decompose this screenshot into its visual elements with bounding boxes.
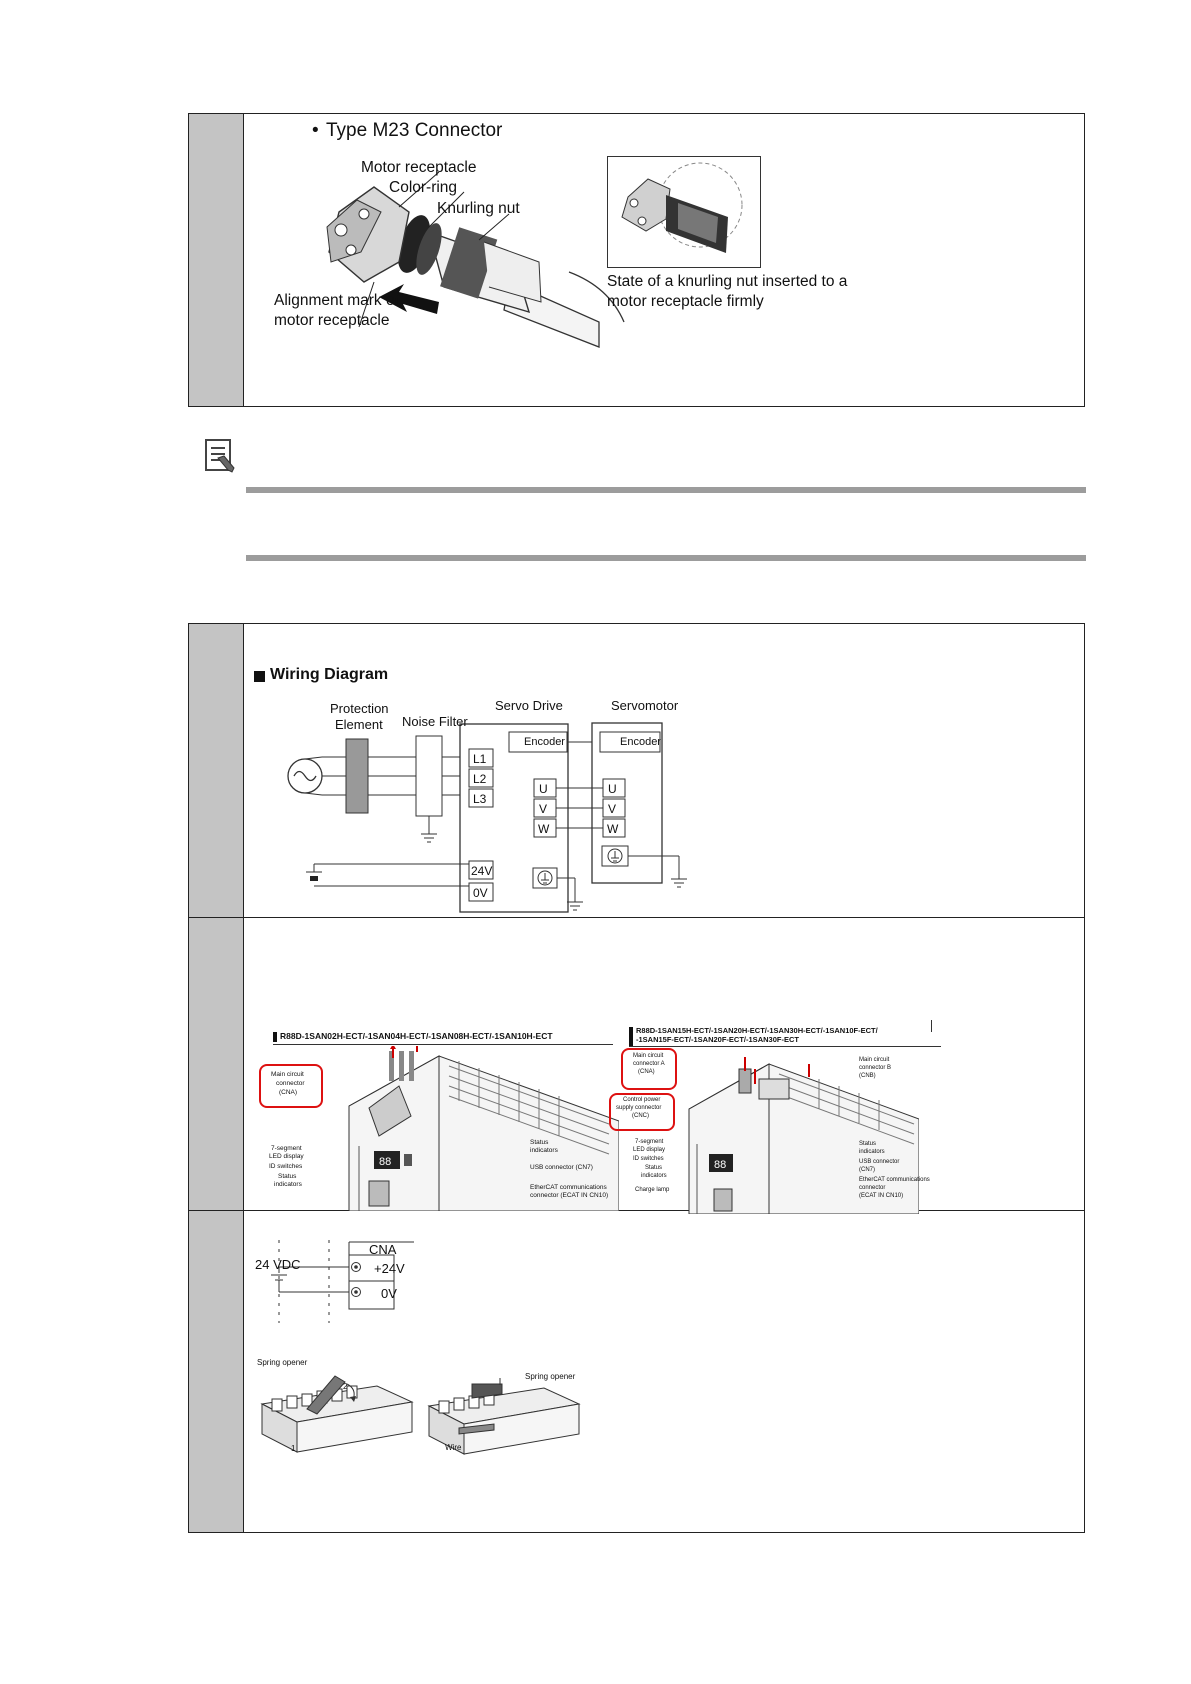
drive-terminal-w: W [538, 822, 550, 836]
inserted-caption-2: motor receptacle firmly [607, 293, 764, 310]
spring-opener-left [257, 1364, 417, 1454]
wire-label: Wire [445, 1443, 462, 1452]
right-status-1: Status [645, 1165, 663, 1171]
m23-connector-illustration [279, 152, 659, 402]
row-divider-1 [189, 917, 1084, 918]
right-mainB-2: connector B [859, 1065, 892, 1071]
note-rule-top [246, 487, 1086, 493]
left-main-1: Main circuit [271, 1071, 304, 1078]
terminal-l3: L3 [473, 792, 487, 806]
right-status-2: indicators [641, 1173, 667, 1179]
right-mainB-3: (CNB) [859, 1073, 876, 1079]
right-seg-2: LED display [633, 1147, 666, 1153]
row-divider-2 [189, 1210, 1084, 1211]
note-icon [204, 438, 238, 479]
connector-table [188, 113, 1085, 407]
wiring-table [188, 623, 1085, 1533]
bullet: • [312, 120, 319, 141]
right-drive-title-1: R88D-1SAN15H-ECT/-1SAN20H-ECT/-1SAN30H-ECT/-1SAN10F-ECT/ [636, 1026, 878, 1035]
left-drive-marker [273, 1032, 277, 1042]
svg-text:88: 88 [379, 1156, 392, 1168]
cna-0v: 0V [381, 1286, 397, 1301]
right-mainA-3: (CNA) [638, 1069, 655, 1075]
drive-encoder-label: Encoder [524, 736, 565, 748]
label-knurling-nut: Knurling nut [437, 200, 520, 217]
right-ctrl-2: supply connector [616, 1105, 662, 1111]
right-id: ID switches [633, 1156, 664, 1162]
left-drive-title-rule [273, 1044, 613, 1045]
note-rule-bottom [246, 555, 1086, 561]
protection-label-1: Protection [330, 701, 389, 716]
right-drive-title-2: -1SAN15F-ECT/-1SAN20F-ECT/-1SAN30F-ECT [636, 1035, 799, 1044]
right-usb-1: USB connector [859, 1159, 900, 1165]
terminal-l1: L1 [473, 752, 487, 766]
drive-terminal-v: V [539, 802, 548, 816]
left-ecat-2: connector (ECAT IN CN10) [530, 1192, 609, 1199]
label-motor-receptacle: Motor receptacle [361, 159, 477, 176]
motor-terminal-u: U [608, 782, 617, 796]
right-ecat-3: (ECAT IN CN10) [859, 1193, 904, 1199]
terminal-0v: 0V [473, 886, 488, 900]
label-color-ring: Color-ring [389, 179, 458, 196]
terminal-l2: L2 [473, 772, 487, 786]
left-seg-2: LED display [269, 1153, 304, 1160]
left-status-1: Status [278, 1173, 297, 1180]
right-drive-marker [629, 1027, 633, 1047]
right-charge: Charge lamp [635, 1187, 670, 1193]
terminal-24v: 24V [471, 864, 493, 878]
right-mainA-2: connector A [633, 1061, 665, 1067]
right-drive-title-rule [629, 1046, 941, 1047]
motor-terminal-v: V [608, 802, 617, 816]
cna-source-label: 24 VDC [255, 1257, 301, 1272]
spring-opener-label-right: Spring opener [525, 1372, 576, 1381]
right-usb-2: (CN7) [859, 1167, 875, 1173]
cna-plus-24v: +24V [374, 1261, 405, 1276]
label-alignment-2: motor receptacle [274, 312, 390, 329]
step-1-label: 1 [291, 1444, 296, 1453]
left-main-3: (CNA) [279, 1089, 298, 1096]
left-seg-1: 7-segment [271, 1145, 302, 1152]
servomotor-label: Servomotor [611, 698, 679, 713]
left-ecat-1: EtherCAT communications [530, 1184, 607, 1191]
spring-opener-label-left: Spring opener [257, 1358, 308, 1367]
left-drive-title: R88D-1SAN02H-ECT/-1SAN04H-ECT/-1SAN08H-ECT/-1SAN10H-ECT [280, 1031, 553, 1041]
drive-terminal-u: U [539, 782, 548, 796]
cna-header: CNA [369, 1242, 397, 1257]
heading-square-icon [254, 671, 265, 682]
left-id: ID switches [269, 1163, 303, 1170]
right-seg-1: 7-segment [635, 1139, 664, 1145]
right-ctrl-1: Control power [623, 1097, 661, 1103]
right-ecat-1: EtherCAT communications [859, 1177, 930, 1183]
motor-encoder-label: Encoder [620, 736, 661, 748]
right-mainA-1: Main circuit [633, 1053, 664, 1059]
svg-text:88: 88 [714, 1159, 727, 1171]
label-alignment-1: Alignment mark of [274, 292, 399, 309]
right-rstatus-2: indicators [859, 1149, 885, 1155]
left-main-2: connector [276, 1080, 305, 1087]
connector-title: Type M23 Connector [326, 120, 503, 141]
left-usb: USB connector (CN7) [530, 1164, 593, 1171]
noise-filter-label: Noise Filter [402, 714, 468, 729]
servo-drive-label: Servo Drive [495, 698, 563, 713]
left-status-2: indicators [274, 1181, 302, 1188]
left-rstatus-1: Status [530, 1139, 549, 1146]
wiring-heading: Wiring Diagram [270, 666, 389, 683]
right-rstatus-1: Status [859, 1141, 877, 1147]
protection-label-2: Element [335, 717, 383, 732]
motor-terminal-w: W [607, 822, 619, 836]
inserted-state-image [607, 156, 761, 268]
right-title-bar [931, 1020, 932, 1032]
step-column [189, 624, 244, 1532]
right-ctrl-3: (CNC) [632, 1113, 649, 1119]
step-2-label: 2 [343, 1382, 348, 1391]
left-rstatus-2: indicators [530, 1147, 558, 1154]
step-column [189, 114, 244, 406]
right-mainB-1: Main circuit [859, 1057, 890, 1063]
right-ecat-2: connector [859, 1185, 886, 1191]
inserted-caption-1: State of a knurling nut inserted to a [607, 273, 848, 290]
